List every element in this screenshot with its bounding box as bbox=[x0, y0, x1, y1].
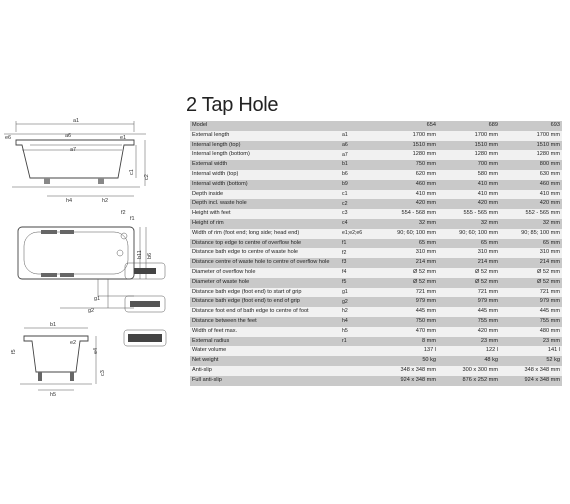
header-label: Model bbox=[190, 121, 340, 131]
row-value-693: 755 mm bbox=[500, 317, 562, 327]
dim-label-b6: b6 bbox=[147, 252, 153, 259]
table-header-row bbox=[190, 121, 562, 131]
row-symbol: a7 bbox=[340, 150, 376, 160]
row-label: Distance bath edge (foot end) to end of grip bbox=[190, 297, 340, 307]
row-symbol: c2 bbox=[340, 199, 376, 209]
row-value-654: 65 mm bbox=[376, 239, 438, 249]
row-value-689: Ø 52 mm bbox=[438, 278, 500, 288]
row-label: Water volume bbox=[190, 346, 340, 356]
dim-label-c1: c1 bbox=[129, 169, 135, 175]
row-value-693: 32 mm bbox=[500, 219, 562, 229]
row-value-654: 470 mm bbox=[376, 327, 438, 337]
table-row bbox=[190, 346, 562, 356]
row-label: Full anti-slip bbox=[190, 376, 340, 386]
side-elevation-drawing bbox=[4, 118, 150, 204]
row-label: Height with feet bbox=[190, 209, 340, 219]
table-row bbox=[190, 327, 562, 337]
row-value-693: 1280 mm bbox=[500, 150, 562, 160]
anti-slip-pictograms bbox=[124, 263, 166, 346]
row-value-654: 460 mm bbox=[376, 180, 438, 190]
row-label: External width bbox=[190, 160, 340, 170]
row-value-693: 141 l bbox=[500, 346, 562, 356]
dim-label-c2: c2 bbox=[144, 174, 150, 180]
table-row bbox=[190, 219, 562, 229]
row-label: Width of rim (foot end; long side; head end) bbox=[190, 229, 340, 239]
row-value-693: 445 mm bbox=[500, 307, 562, 317]
row-label: Distance top edge to centre of overflow hole bbox=[190, 239, 340, 249]
dim-label-g1: g1 bbox=[94, 296, 101, 302]
header-model-689: 689 bbox=[438, 121, 500, 131]
row-value-689: 1510 mm bbox=[438, 141, 500, 151]
spec-table bbox=[190, 121, 562, 386]
dim-label-h4: h4 bbox=[66, 198, 73, 204]
row-value-693: 310 mm bbox=[500, 248, 562, 258]
technical-drawings bbox=[0, 0, 185, 504]
row-value-689: 90; 60; 100 mm bbox=[438, 229, 500, 239]
row-label: Diameter of waste hole bbox=[190, 278, 340, 288]
row-value-654: 620 mm bbox=[376, 170, 438, 180]
row-value-654: 750 mm bbox=[376, 160, 438, 170]
row-value-689: 1700 mm bbox=[438, 131, 500, 141]
row-value-689: 65 mm bbox=[438, 239, 500, 249]
dim-label-e4: e4 bbox=[93, 347, 99, 354]
row-value-693: 1510 mm bbox=[500, 141, 562, 151]
row-value-689: 445 mm bbox=[438, 307, 500, 317]
row-symbol: f3 bbox=[340, 258, 376, 268]
row-value-689: Ø 52 mm bbox=[438, 268, 500, 278]
row-symbol bbox=[340, 376, 376, 386]
row-label: Distance bath edge (foot end) to start of grip bbox=[190, 288, 340, 298]
row-symbol: a6 bbox=[340, 141, 376, 151]
table-row bbox=[190, 229, 562, 239]
row-label: Distance foot end of bath edge to centre of foot bbox=[190, 307, 340, 317]
dim-label-g2: g2 bbox=[88, 308, 95, 314]
row-symbol: f5 bbox=[340, 278, 376, 288]
table-row bbox=[190, 180, 562, 190]
table-row bbox=[190, 190, 562, 200]
row-label: Internal length (bottom) bbox=[190, 150, 340, 160]
dim-label-f1: f1 bbox=[130, 216, 135, 222]
row-value-693: 460 mm bbox=[500, 180, 562, 190]
row-value-689: 32 mm bbox=[438, 219, 500, 229]
dim-label-c3: c3 bbox=[100, 370, 106, 376]
dim-label-h2: h2 bbox=[102, 198, 109, 204]
row-value-693: 1700 mm bbox=[500, 131, 562, 141]
row-symbol bbox=[340, 346, 376, 356]
row-symbol: e1;e2;e6 bbox=[340, 229, 376, 239]
row-value-689: 755 mm bbox=[438, 317, 500, 327]
row-symbol bbox=[340, 356, 376, 366]
table-row bbox=[190, 199, 562, 209]
row-label: Internal width (bottom) bbox=[190, 180, 340, 190]
row-value-689: 48 kg bbox=[438, 356, 500, 366]
row-symbol: f1 bbox=[340, 239, 376, 249]
row-value-654: 979 mm bbox=[376, 297, 438, 307]
row-value-654: 445 mm bbox=[376, 307, 438, 317]
row-value-689: 721 mm bbox=[438, 288, 500, 298]
row-value-689: 979 mm bbox=[438, 297, 500, 307]
row-value-689: 214 mm bbox=[438, 258, 500, 268]
plan-view-drawing bbox=[18, 210, 153, 314]
row-symbol: a1 bbox=[340, 131, 376, 141]
table-row bbox=[190, 131, 562, 141]
row-label: Distance centre of waste hole to centre of overflow hole bbox=[190, 258, 340, 268]
header-model-693: 693 bbox=[500, 121, 562, 131]
dim-label-h5: h5 bbox=[50, 392, 57, 398]
dim-label-a1: a1 bbox=[73, 118, 80, 124]
dim-label-e6: e6 bbox=[5, 135, 12, 141]
table-row bbox=[190, 288, 562, 298]
row-label: Height of rim bbox=[190, 219, 340, 229]
row-value-654: 1280 mm bbox=[376, 150, 438, 160]
row-value-693: 630 mm bbox=[500, 170, 562, 180]
row-value-654: Ø 52 mm bbox=[376, 268, 438, 278]
row-value-654: 214 mm bbox=[376, 258, 438, 268]
row-value-693: 348 x 348 mm bbox=[500, 366, 562, 376]
row-value-689: 420 mm bbox=[438, 327, 500, 337]
row-value-654: 420 mm bbox=[376, 199, 438, 209]
table-row bbox=[190, 317, 562, 327]
dim-label-f5: f5 bbox=[11, 349, 17, 354]
row-symbol bbox=[340, 366, 376, 376]
row-value-654: 50 kg bbox=[376, 356, 438, 366]
row-value-693: 214 mm bbox=[500, 258, 562, 268]
table-row bbox=[190, 337, 562, 347]
row-label: Internal width (top) bbox=[190, 170, 340, 180]
table-row bbox=[190, 170, 562, 180]
row-symbol: b6 bbox=[340, 170, 376, 180]
row-value-693: 480 mm bbox=[500, 327, 562, 337]
table-row bbox=[190, 297, 562, 307]
row-label: Net weight bbox=[190, 356, 340, 366]
row-value-689: 420 mm bbox=[438, 199, 500, 209]
dim-label-a6: a6 bbox=[65, 133, 72, 139]
row-label: Depth incl. waste hole bbox=[190, 199, 340, 209]
dim-label-f2: f2 bbox=[121, 210, 126, 216]
row-value-693: 90; 85; 100 mm bbox=[500, 229, 562, 239]
row-value-654: 32 mm bbox=[376, 219, 438, 229]
table-row bbox=[190, 307, 562, 317]
table-row bbox=[190, 268, 562, 278]
row-value-689: 23 mm bbox=[438, 337, 500, 347]
row-symbol: b9 bbox=[340, 180, 376, 190]
row-value-689: 310 mm bbox=[438, 248, 500, 258]
dim-label-b11: b11 bbox=[137, 250, 143, 259]
row-value-693: 23 mm bbox=[500, 337, 562, 347]
dim-label-a7: a7 bbox=[70, 147, 77, 153]
row-value-693: 420 mm bbox=[500, 199, 562, 209]
row-symbol: h2 bbox=[340, 307, 376, 317]
row-value-654: 410 mm bbox=[376, 190, 438, 200]
row-value-689: 122 l bbox=[438, 346, 500, 356]
row-value-654: 137 l bbox=[376, 346, 438, 356]
row-value-689: 300 x 300 mm bbox=[438, 366, 500, 376]
row-value-654: 554 - 568 mm bbox=[376, 209, 438, 219]
table-row bbox=[190, 150, 562, 160]
row-label: Distance between the feet bbox=[190, 317, 340, 327]
row-symbol: f4 bbox=[340, 268, 376, 278]
row-label: Depth inside bbox=[190, 190, 340, 200]
row-value-654: 721 mm bbox=[376, 288, 438, 298]
table-row bbox=[190, 209, 562, 219]
row-label: Internal length (top) bbox=[190, 141, 340, 151]
row-symbol: h5 bbox=[340, 327, 376, 337]
table-row bbox=[190, 248, 562, 258]
row-symbol: f2 bbox=[340, 248, 376, 258]
table-row bbox=[190, 356, 562, 366]
row-value-689: 410 mm bbox=[438, 190, 500, 200]
row-value-693: 52 kg bbox=[500, 356, 562, 366]
table-row bbox=[190, 278, 562, 288]
row-value-693: 65 mm bbox=[500, 239, 562, 249]
row-value-654: 1700 mm bbox=[376, 131, 438, 141]
header-model-654: 654 bbox=[376, 121, 438, 131]
row-value-689: 876 x 252 mm bbox=[438, 376, 500, 386]
row-symbol: h4 bbox=[340, 317, 376, 327]
row-value-693: 800 mm bbox=[500, 160, 562, 170]
row-symbol: r1 bbox=[340, 337, 376, 347]
row-label: Width of feet max. bbox=[190, 327, 340, 337]
row-value-654: Ø 52 mm bbox=[376, 278, 438, 288]
row-value-654: 750 mm bbox=[376, 317, 438, 327]
row-value-689: 580 mm bbox=[438, 170, 500, 180]
row-label: Diameter of overflow hole bbox=[190, 268, 340, 278]
row-label: External length bbox=[190, 131, 340, 141]
end-elevation-drawing bbox=[11, 322, 106, 398]
row-value-689: 1280 mm bbox=[438, 150, 500, 160]
row-label: Distance bath edge to centre of waste hole bbox=[190, 248, 340, 258]
row-symbol: c3 bbox=[340, 209, 376, 219]
row-symbol: c1 bbox=[340, 190, 376, 200]
row-value-654: 1510 mm bbox=[376, 141, 438, 151]
row-value-654: 348 x 348 mm bbox=[376, 366, 438, 376]
row-label: External radius bbox=[190, 337, 340, 347]
row-value-693: 721 mm bbox=[500, 288, 562, 298]
table-row bbox=[190, 239, 562, 249]
row-symbol: b1 bbox=[340, 160, 376, 170]
row-symbol: c4 bbox=[340, 219, 376, 229]
table-row bbox=[190, 141, 562, 151]
row-value-654: 90; 60; 100 mm bbox=[376, 229, 438, 239]
row-value-693: 552 - 565 mm bbox=[500, 209, 562, 219]
dim-label-e1: e1 bbox=[120, 135, 127, 141]
row-value-654: 310 mm bbox=[376, 248, 438, 258]
row-value-693: 924 x 348 mm bbox=[500, 376, 562, 386]
row-value-693: 979 mm bbox=[500, 297, 562, 307]
row-value-693: Ø 52 mm bbox=[500, 278, 562, 288]
row-value-654: 8 mm bbox=[376, 337, 438, 347]
dim-label-b1: b1 bbox=[50, 322, 57, 328]
row-value-693: 410 mm bbox=[500, 190, 562, 200]
table-row bbox=[190, 160, 562, 170]
row-value-693: Ø 52 mm bbox=[500, 268, 562, 278]
table-row bbox=[190, 258, 562, 268]
table-row bbox=[190, 376, 562, 386]
row-value-689: 555 - 565 mm bbox=[438, 209, 500, 219]
row-value-689: 700 mm bbox=[438, 160, 500, 170]
row-value-689: 410 mm bbox=[438, 180, 500, 190]
row-label: Anti-slip bbox=[190, 366, 340, 376]
row-symbol: g2 bbox=[340, 297, 376, 307]
row-symbol: g1 bbox=[340, 288, 376, 298]
row-value-654: 924 x 348 mm bbox=[376, 376, 438, 386]
dim-label-e2: e2 bbox=[70, 340, 77, 346]
page-heading: 2 Tap Hole bbox=[186, 94, 279, 116]
table-row bbox=[190, 366, 562, 376]
header-sym bbox=[340, 121, 376, 131]
